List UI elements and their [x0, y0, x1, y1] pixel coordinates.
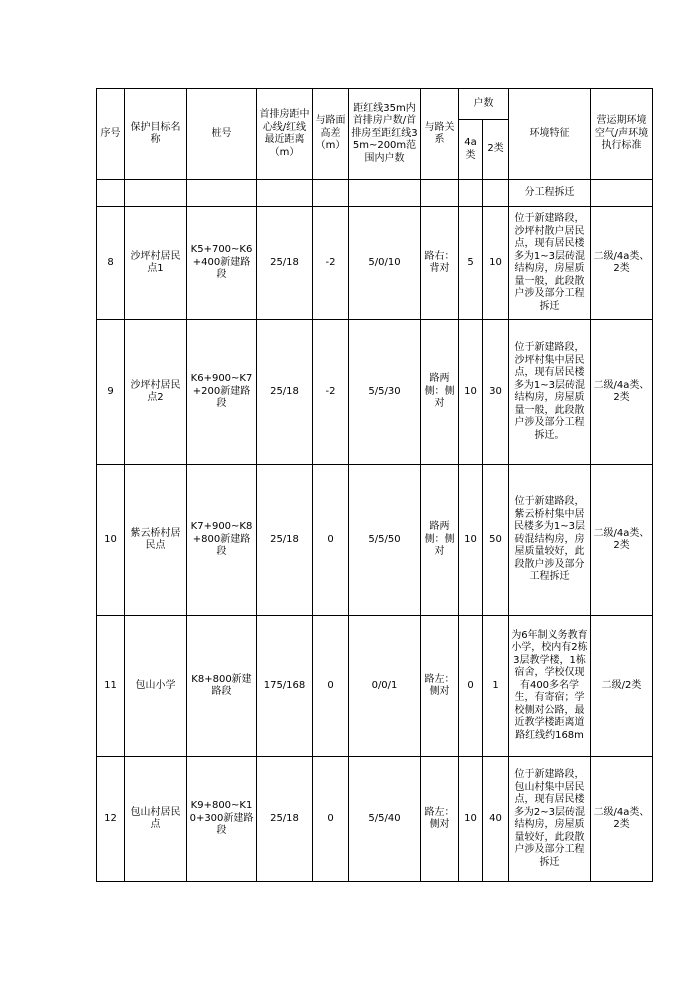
header-seq: 序号: [97, 89, 125, 180]
header-height: 与路面高差（m）: [313, 89, 349, 180]
protection-targets-table: [96, 88, 653, 882]
table-row: [97, 465, 653, 616]
subtitle-label: 分工程拆迁: [509, 180, 591, 207]
cell-seq: 8: [97, 207, 125, 320]
subtitle-blank-8: [459, 180, 483, 207]
cell-standard: 二级/4a类、2类: [591, 207, 653, 320]
table-row: [97, 320, 653, 465]
cell-households-4a: 10: [459, 465, 483, 616]
cell-name: 包山村居民点: [125, 757, 187, 882]
subtitle-blank-10: [591, 180, 653, 207]
cell-range: 5/0/10: [349, 207, 421, 320]
cell-relation: 路左：侧对: [421, 757, 459, 882]
cell-name: 沙坪村居民点2: [125, 320, 187, 465]
cell-name: 包山小学: [125, 616, 187, 757]
cell-distance: 175/168: [257, 616, 313, 757]
cell-distance: 25/18: [257, 320, 313, 465]
cell-height: -2: [313, 207, 349, 320]
cell-pile: K9+800~K10+300新建路段: [187, 757, 257, 882]
cell-relation: 路两侧：侧对: [421, 465, 459, 616]
cell-pile: K7+900~K8+800新建路段: [187, 465, 257, 616]
cell-relation: 路右：背对: [421, 207, 459, 320]
cell-height: 0: [313, 616, 349, 757]
header-range: 距红线35m内首排房户数/首排房至距红线35m~200m范围内户数: [349, 89, 421, 180]
cell-env: 位于新建路段，紫云桥村集中居民楼多为1~3层砖混结构房，房屋质量较好，此段散户涉及部分工程拆迁: [509, 465, 591, 616]
cell-households-2: 50: [483, 465, 509, 616]
table-header: [97, 89, 653, 180]
subtitle-blank-4: [257, 180, 313, 207]
subtitle-blank-6: [349, 180, 421, 207]
subtitle-blank-5: [313, 180, 349, 207]
cell-seq: 11: [97, 616, 125, 757]
header-pile: 桩号: [187, 89, 257, 180]
cell-range: 5/5/40: [349, 757, 421, 882]
table-body: [97, 180, 653, 882]
cell-standard: 二级/2类: [591, 616, 653, 757]
table-row: [97, 616, 653, 757]
cell-name: 紫云桥村居民点: [125, 465, 187, 616]
table-row: [97, 207, 653, 320]
cell-pile: K6+900~K7+200新建路段: [187, 320, 257, 465]
cell-relation: 路左：侧对: [421, 616, 459, 757]
cell-distance: 25/18: [257, 207, 313, 320]
header-households-2: 2类: [483, 120, 509, 180]
cell-seq: 10: [97, 465, 125, 616]
cell-households-4a: 10: [459, 320, 483, 465]
subtitle-blank-2: [125, 180, 187, 207]
cell-relation: 路两侧：侧对: [421, 320, 459, 465]
cell-households-2: 40: [483, 757, 509, 882]
cell-env: 为6年制义务教育小学，校内有2栋3层教学楼，1栋宿舍，学校仅现有400多名学生，有寄宿；学校侧对公路，最近教学楼距离道路红线约168m: [509, 616, 591, 757]
cell-pile: K5+700~K6+400新建路段: [187, 207, 257, 320]
cell-households-2: 1: [483, 616, 509, 757]
cell-env: 位于新建路段，沙坪村散户居民点，现有居民楼多为1~3层砖混结构房，房屋质量一般，此段散户涉及部分工程拆迁: [509, 207, 591, 320]
cell-env: 位于新建路段，沙坪村集中居民点，现有居民楼多为1~3层砖混结构房，房屋质量一般，此段散户涉及部分工程拆迁。: [509, 320, 591, 465]
cell-seq: 9: [97, 320, 125, 465]
cell-distance: 25/18: [257, 757, 313, 882]
header-relation: 与路关系: [421, 89, 459, 180]
header-name: 保护目标名称: [125, 89, 187, 180]
header-households: 户数: [459, 89, 509, 120]
header-households-4a: 4a类: [459, 120, 483, 180]
cell-households-4a: 0: [459, 616, 483, 757]
header-env: 环境特征: [509, 89, 591, 180]
cell-households-4a: 10: [459, 757, 483, 882]
cell-range: 5/5/50: [349, 465, 421, 616]
cell-distance: 25/18: [257, 465, 313, 616]
table-header-row-1: [97, 89, 653, 120]
table-subtitle-row: [97, 180, 653, 207]
cell-name: 沙坪村居民点1: [125, 207, 187, 320]
cell-seq: 12: [97, 757, 125, 882]
cell-height: 0: [313, 757, 349, 882]
subtitle-blank-9: [483, 180, 509, 207]
table-row: [97, 757, 653, 882]
cell-env: 位于新建路段，包山村集中居民点，现有居民楼多为2~3层砖混结构房，房屋质量较好，此段散户涉及部分工程拆迁: [509, 757, 591, 882]
cell-height: 0: [313, 465, 349, 616]
subtitle-blank-7: [421, 180, 459, 207]
cell-height: -2: [313, 320, 349, 465]
header-standard: 营运期环境空气/声环境执行标准: [591, 89, 653, 180]
header-distance: 首排房距中心线/红线最近距离（m）: [257, 89, 313, 180]
subtitle-blank-1: [97, 180, 125, 207]
cell-households-2: 30: [483, 320, 509, 465]
cell-households-4a: 5: [459, 207, 483, 320]
cell-households-2: 10: [483, 207, 509, 320]
cell-range: 5/5/30: [349, 320, 421, 465]
cell-standard: 二级/4a类、2类: [591, 757, 653, 882]
cell-pile: K8+800新建路段: [187, 616, 257, 757]
cell-standard: 二级/4a类、2类: [591, 320, 653, 465]
cell-standard: 二级/4a类、2类: [591, 465, 653, 616]
cell-range: 0/0/1: [349, 616, 421, 757]
subtitle-blank-3: [187, 180, 257, 207]
